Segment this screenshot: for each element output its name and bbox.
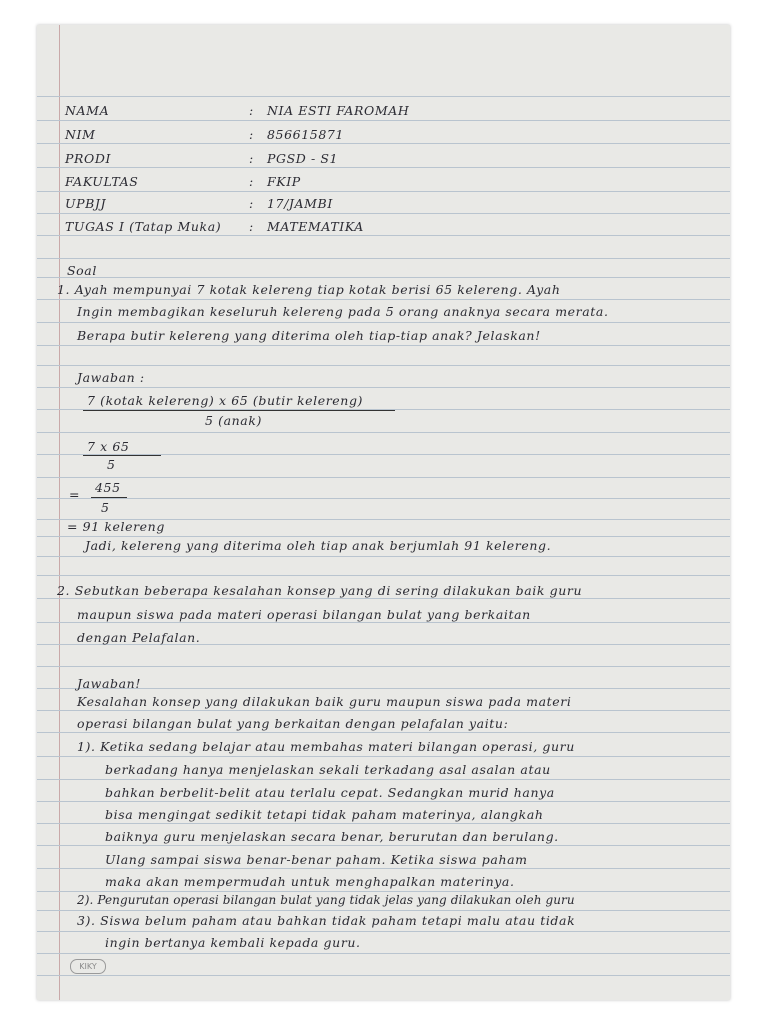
equals-sign: =: [69, 487, 81, 502]
ruled-line: [37, 432, 730, 433]
ruled-line: [37, 277, 730, 278]
answer-line: 3). Siswa belum paham atau bahkan tidak paham tetapi malu atau tidak: [77, 913, 576, 928]
ruled-line: [37, 756, 730, 757]
tugas-label: TUGAS I (Tatap Muka): [65, 219, 222, 234]
ruled-line: [37, 710, 730, 711]
ruled-line: [37, 235, 730, 236]
fraction-numerator: 7 x 65: [87, 439, 130, 454]
ruled-line: [37, 931, 730, 932]
ruled-line: [37, 823, 730, 824]
ruled-line: [37, 801, 730, 802]
ruled-line: [37, 191, 730, 192]
answer-line: Ulang sampai siswa benar-benar paham. Ketika siswa paham: [105, 852, 528, 867]
ruled-line: [37, 536, 730, 537]
q1-line: 1. Ayah mempunyai 7 kotak kelereng tiap kotak berisi 65 kelereng. Ayah: [57, 282, 561, 297]
answer-line: bahkan berbelit-belit atau terlalu cepat. Sedangkan murid hanya: [105, 785, 555, 800]
q1-line: Berapa butir kelereng yang diterima oleh tiap-tiap anak? Jelaskan!: [77, 328, 541, 343]
ruled-line: [37, 868, 730, 869]
q1-line: Ingin membagikan keseluruh kelereng pada 5 orang anaknya secara merata.: [77, 304, 609, 319]
prodi-value: PGSD - S1: [267, 151, 339, 166]
ruled-line: [37, 299, 730, 300]
soal-title: Soal: [67, 263, 97, 278]
fakultas-value: FKIP: [267, 174, 301, 189]
ruled-line: [37, 477, 730, 478]
ruled-line: [37, 556, 730, 557]
page-margin-line: [59, 25, 60, 1000]
ruled-line: [37, 732, 730, 733]
q2-line: 2. Sebutkan beberapa kesalahan konsep yang di sering dilakukan baik guru: [57, 583, 583, 598]
fraction-denominator: 5 (anak): [205, 413, 263, 428]
q2-line: dengan Pelafalan.: [77, 630, 201, 645]
nim-value: 856615871: [267, 127, 344, 142]
ruled-line: [37, 96, 730, 97]
ruled-line: [37, 120, 730, 121]
ruled-line: [37, 365, 730, 366]
colon: :: [249, 174, 254, 189]
notebook-brand-logo: KIKY: [70, 959, 106, 974]
ruled-line: [37, 845, 730, 846]
prodi-label: PRODI: [65, 151, 112, 166]
upbjj-label: UPBJJ: [65, 196, 107, 211]
fraction-denominator: 5: [107, 457, 116, 472]
ruled-line: [37, 345, 730, 346]
colon: :: [249, 151, 254, 166]
q1-conclusion: Jadi, kelereng yang diterima oleh tiap anak berjumlah 91 kelereng.: [85, 538, 552, 553]
ruled-line: [37, 258, 730, 259]
ruled-line: [37, 622, 730, 623]
fraction-numerator: 7 (kotak kelereng) x 65 (butir kelereng): [87, 393, 364, 408]
ruled-line: [37, 953, 730, 954]
colon: :: [249, 196, 254, 211]
answer-line: berkadang hanya menjelaskan sekali terkadang asal asalan atau: [105, 762, 551, 777]
answer-line: Kesalahan konsep yang dilakukan baik guru maupun siswa pada materi: [77, 694, 572, 709]
fraction-bar: [83, 455, 161, 456]
nim-label: NIM: [65, 127, 96, 142]
answer-line: 2). Pengurutan operasi bilangan bulat yang tidak jelas yang dilakukan oleh guru: [77, 893, 575, 907]
answer-line: operasi bilangan bulat yang berkaitan dengan pelafalan yaitu:: [77, 716, 509, 731]
fakultas-label: FAKULTAS: [65, 174, 139, 189]
nama-label: NAMA: [65, 103, 110, 118]
fraction-bar: [83, 410, 395, 411]
ruled-line: [37, 167, 730, 168]
answer-line: baiknya guru menjelaskan secara benar, berurutan dan berulang.: [105, 829, 559, 844]
answer-line: ingin bertanya kembali kepada guru.: [105, 935, 361, 950]
ruled-line: [37, 910, 730, 911]
answer-line: maka akan mempermudah untuk menghapalkan materinya.: [105, 874, 515, 889]
q2-jawaban: Jawaban!: [77, 676, 141, 691]
fraction-bar: [91, 497, 127, 498]
ruled-line: [37, 143, 730, 144]
ruled-line: [37, 779, 730, 780]
ruled-line: [37, 891, 730, 892]
ruled-line: [37, 666, 730, 667]
colon: :: [249, 219, 254, 234]
tugas-value: MATEMATIKA: [267, 219, 364, 234]
ruled-line: [37, 598, 730, 599]
notebook-page: [37, 25, 730, 1000]
colon: :: [249, 103, 254, 118]
fraction-denominator: 5: [101, 500, 110, 515]
colon: :: [249, 127, 254, 142]
ruled-line: [37, 575, 730, 576]
ruled-line: [37, 322, 730, 323]
ruled-line: [37, 213, 730, 214]
answer-line: bisa mengingat sedikit tetapi tidak paham materinya, alangkah: [105, 807, 544, 822]
q1-jawaban: Jawaban :: [77, 370, 145, 385]
nama-value: NIA ESTI FAROMAH: [267, 103, 410, 118]
ruled-line: [37, 975, 730, 976]
fraction-numerator: 455: [95, 480, 121, 495]
q1-result: = 91 kelereng: [67, 519, 165, 534]
answer-line: 1). Ketika sedang belajar atau membahas materi bilangan operasi, guru: [77, 739, 575, 754]
upbjj-value: 17/JAMBI: [267, 196, 333, 211]
q2-line: maupun siswa pada materi operasi bilangan bulat yang berkaitan: [77, 607, 531, 622]
ruled-line: [37, 387, 730, 388]
ruled-line: [37, 498, 730, 499]
